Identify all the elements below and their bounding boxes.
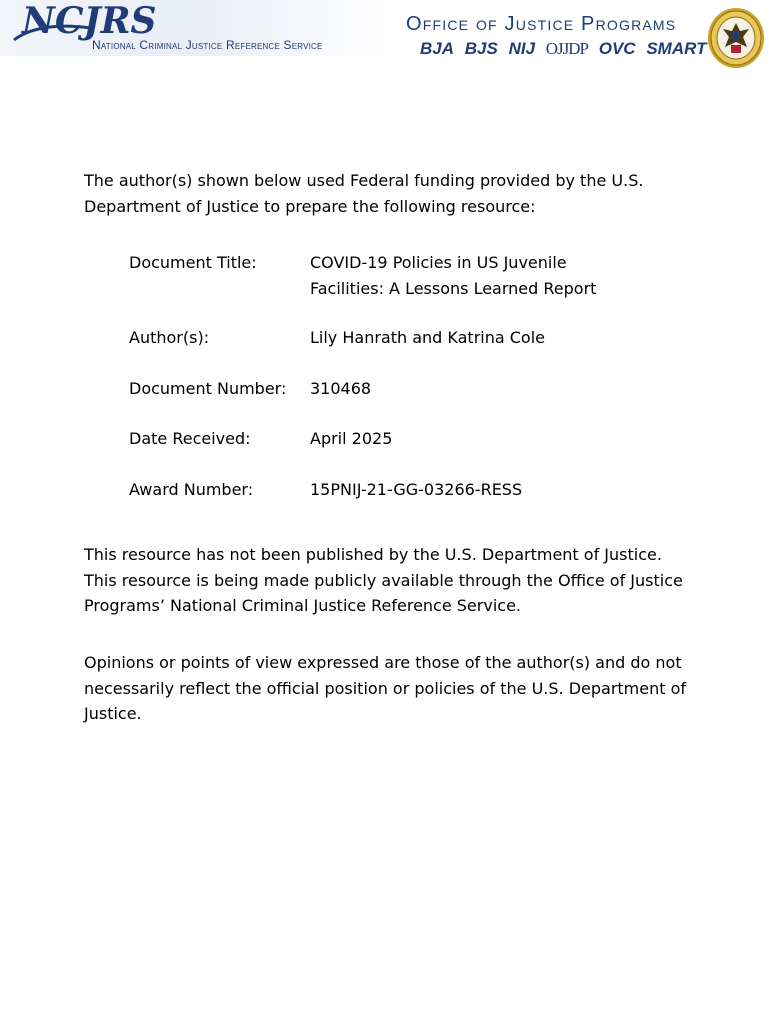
header-banner: [0, 0, 770, 78]
bureau-smart: SMART: [646, 39, 707, 58]
award-number-label: Award Number:: [129, 480, 254, 499]
document-title-label: Document Title:: [129, 253, 257, 272]
bureau-ojjdp: OJJDP: [545, 39, 589, 58]
ojp-bureau-list: [420, 38, 706, 60]
authors-label: Author(s):: [129, 328, 210, 347]
document-number-value: 310468: [310, 379, 372, 398]
award-number-value: 15PNIJ-21-GG-03266-RESS: [310, 480, 523, 499]
date-received-value: April 2025: [310, 429, 393, 448]
document-number-label: Document Number:: [129, 379, 287, 398]
ncjrs-logo: NCJRS: [22, 0, 157, 42]
funding-statement: The author(s) shown below used Federal funding provided by the U.S. Department of Justice to prepare the following resource:: [84, 171, 644, 216]
opinions-disclaimer: Opinions or points of view expressed are those of the author(s) and do not necessarily reflect the official position or policies of the U.S. Department of Justice.: [84, 653, 687, 723]
bureau-nij: NIJ: [508, 39, 536, 58]
date-received-label: Date Received:: [129, 429, 251, 448]
ojp-title: Office of Justice Programs: [406, 13, 677, 35]
bureau-ovc: OVC: [598, 39, 636, 58]
not-published-notice: This resource has not been published by the U.S. Department of Justice. This resource is being made publicly available through the Office of Justice Programs’ National Criminal Justice Reference Service.: [84, 545, 683, 615]
doj-seal-icon: [707, 7, 765, 69]
document-title-value: COVID-19 Policies in US Juvenile Facilities: A Lessons Learned Report: [310, 253, 597, 298]
bureau-bja: BJA: [420, 39, 455, 58]
ncjrs-subtitle: National Criminal Justice Reference Service: [92, 38, 323, 52]
authors-value: Lily Hanrath and Katrina Cole: [310, 328, 545, 347]
bureau-bjs: BJS: [464, 39, 498, 58]
